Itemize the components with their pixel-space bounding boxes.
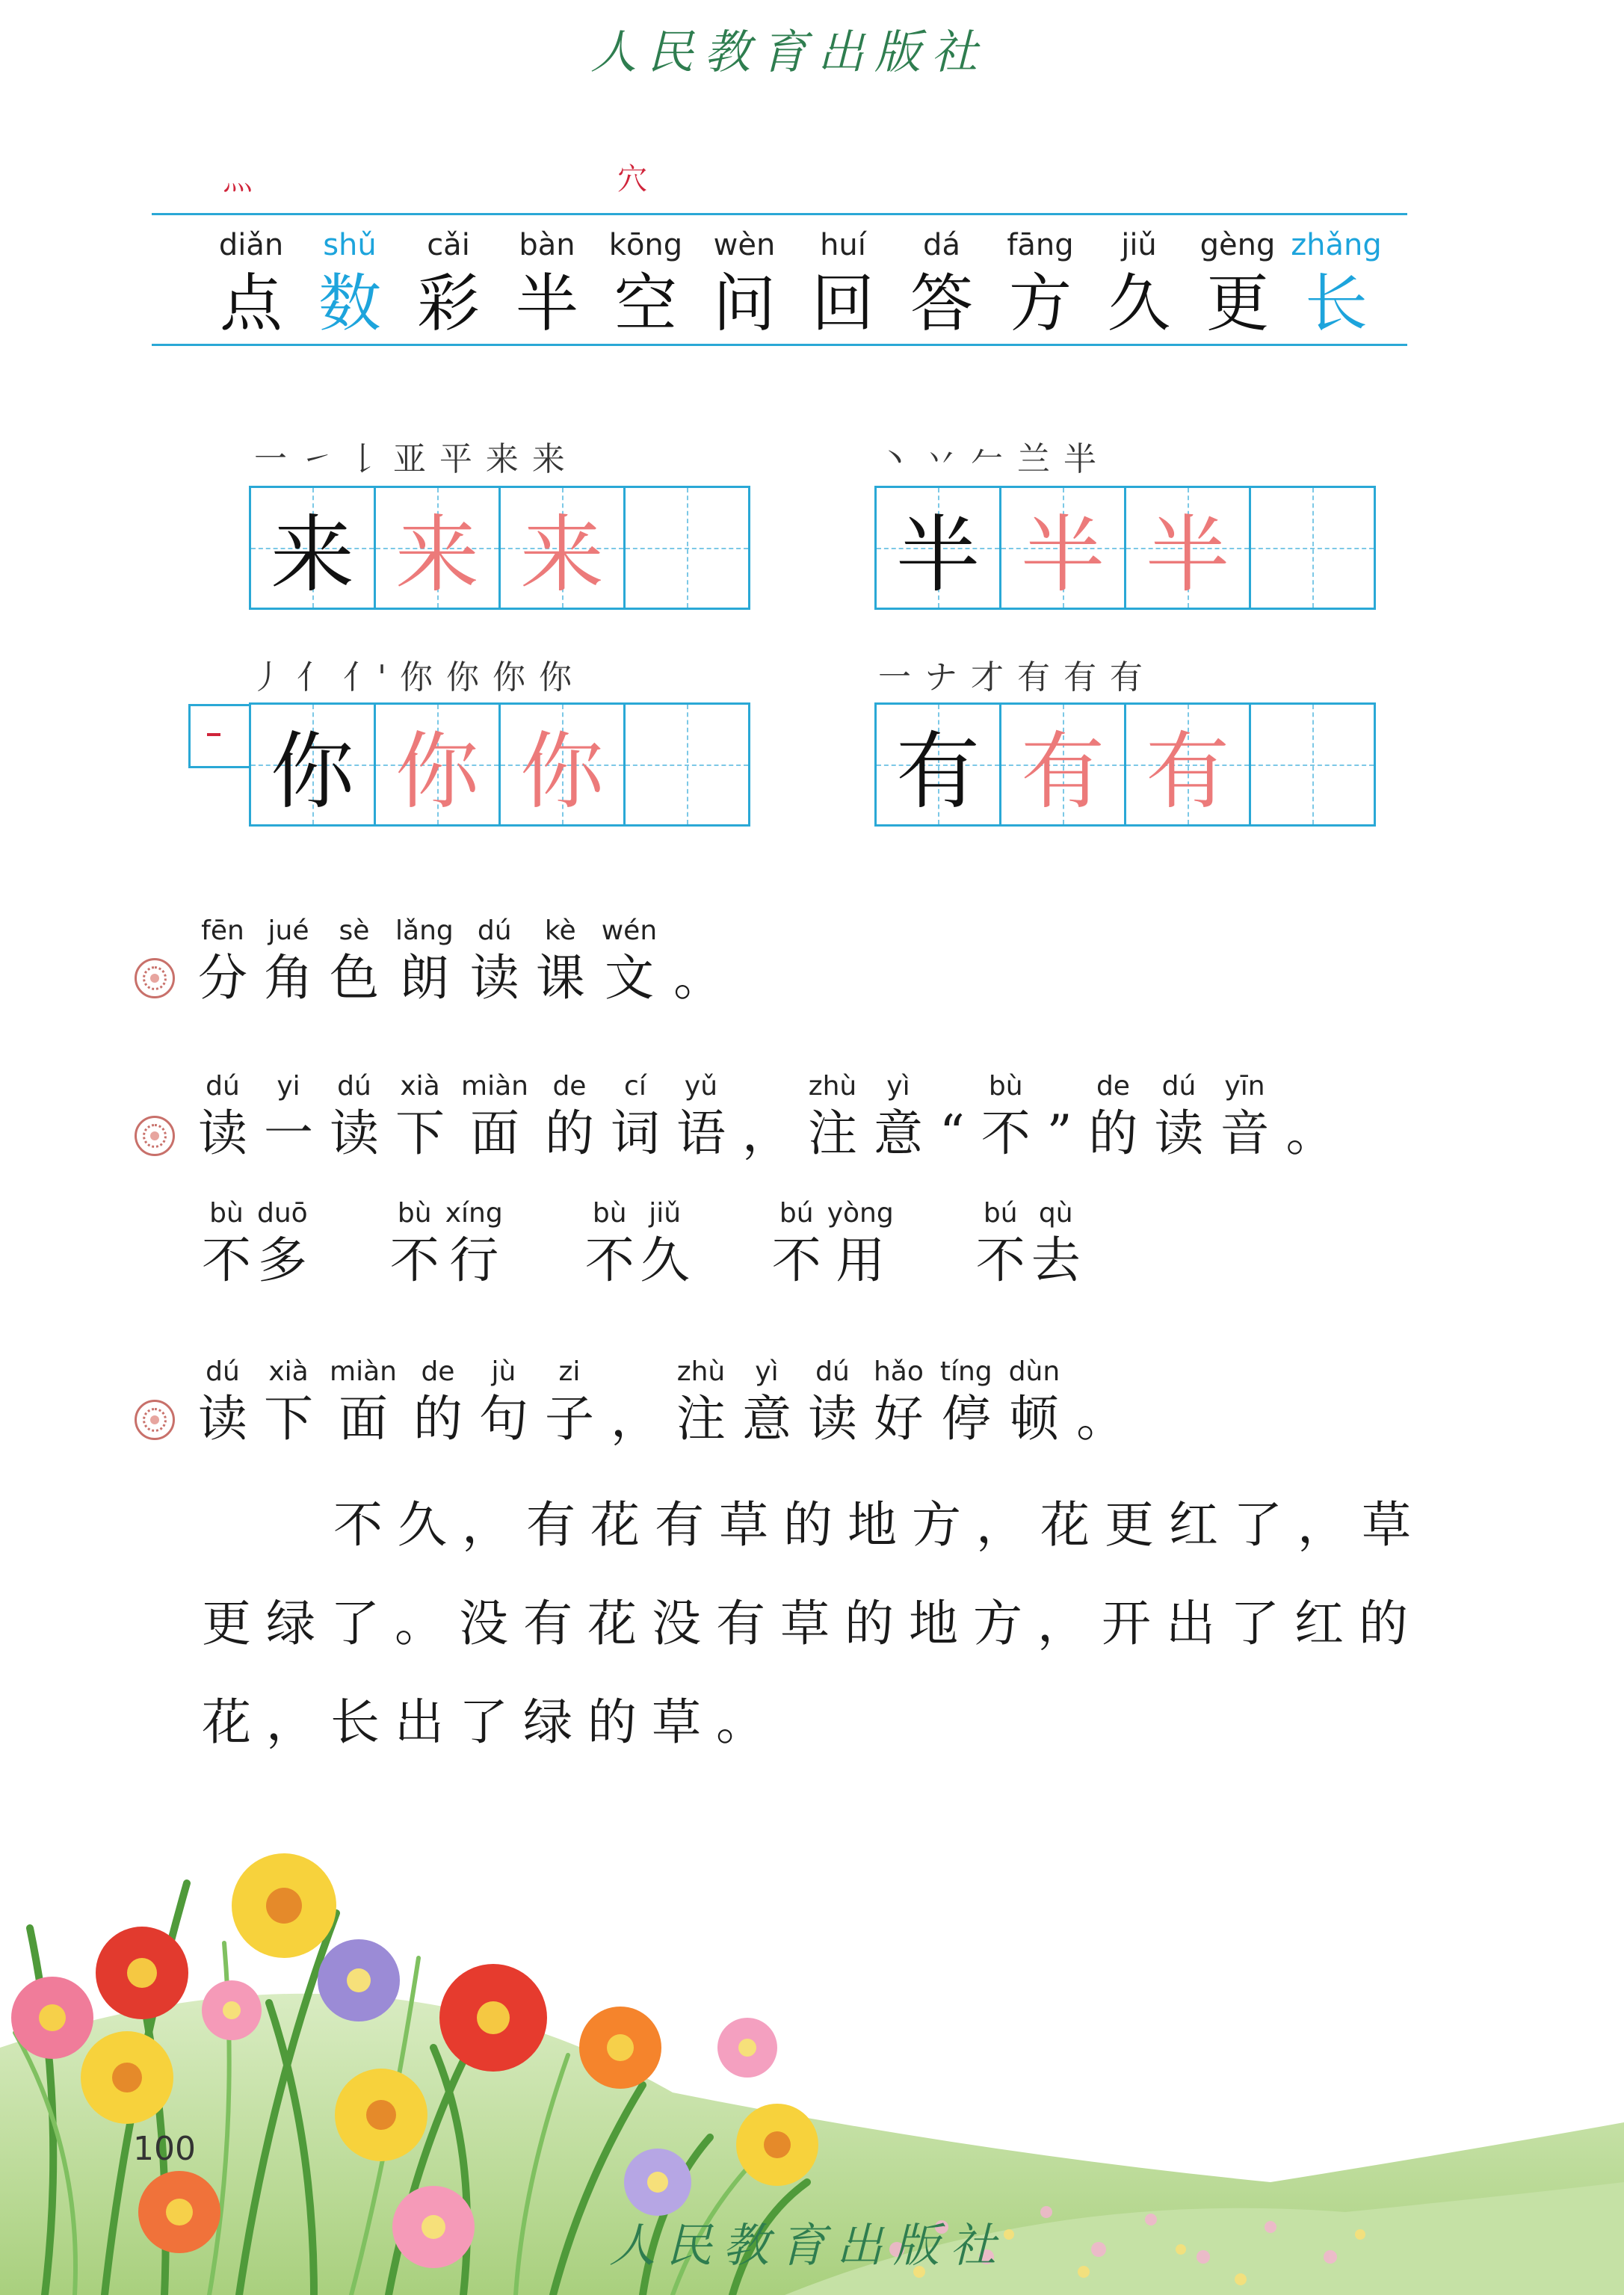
pinyin: fāng [1007, 228, 1074, 262]
stroke-order-you: 一 ナ 才 有 有 有 [878, 658, 1144, 696]
exercise-bullet-icon [135, 1400, 175, 1440]
empty-practice-cell[interactable] [1251, 705, 1374, 824]
ruby-char: miàn 面 [461, 1071, 528, 1162]
hanzi: 半 [515, 267, 578, 340]
ruby-char: tíng 停 [939, 1356, 992, 1448]
flower [96, 1927, 188, 2019]
trace-char-cell: 半 [1126, 488, 1251, 608]
ruby-char: xià 下 [395, 1071, 445, 1162]
flower [202, 1980, 262, 2040]
pinyin: zhǎng [1291, 228, 1382, 262]
publisher-logo-bottom: 人民教育出版社 [609, 2218, 1007, 2273]
model-char-cell: 半 [877, 488, 1001, 608]
flower [11, 1977, 93, 2059]
ruby-char: dú 读 [198, 1356, 247, 1448]
ruby-char: dú 读 [330, 1071, 379, 1162]
vocab-row [202, 224, 1386, 341]
ruby-char: yi 一 [264, 1071, 313, 1162]
ruby-char: miàn 面 [330, 1356, 397, 1448]
flower [232, 1853, 336, 1958]
vocab-item [892, 224, 991, 341]
radical-hint: 灬 [223, 162, 253, 197]
reading-passage: 不久，有花有草的地方，花更红了，草更绿了。没有花没有草的地方，开出了红的花，长出了绿的草。 [202, 1496, 1426, 1751]
ruby-char: bù 不 [202, 1198, 251, 1289]
trace-char-cell: 来 [376, 488, 501, 608]
pinyin: gèng [1200, 228, 1276, 262]
vocab-bottom-rule [152, 344, 1407, 346]
ruby-char: bù 不 [389, 1198, 439, 1289]
ruby-char: ” [1046, 1105, 1072, 1162]
hanzi: 方 [1008, 267, 1072, 340]
pinyin: huí [820, 228, 866, 262]
flower [579, 2007, 661, 2089]
ruby-char: ， [741, 1105, 791, 1162]
writing-grid-ban [874, 486, 1376, 610]
page-number: 100 [133, 2130, 196, 2168]
pinyin: bàn [519, 228, 575, 262]
ruby-char: duō 多 [257, 1198, 308, 1289]
flower [392, 2186, 475, 2268]
hanzi: 回 [811, 267, 874, 340]
ruby-char: dùn 顿 [1008, 1356, 1060, 1448]
hanzi: 问 [712, 267, 776, 340]
ruby-char: wén 文 [601, 915, 658, 1007]
pinyin: kōng [608, 228, 683, 262]
ruby-char: jiǔ 久 [640, 1198, 690, 1289]
bu-word-list [202, 1196, 1081, 1290]
hanzi: 久 [1107, 267, 1170, 340]
pinyin: wèn [713, 228, 776, 262]
ruby-char: lǎng 朗 [395, 915, 454, 1007]
model-char-cell: 来 [251, 488, 376, 608]
pinyin: diǎn [218, 228, 284, 262]
vocab-top-rule [152, 213, 1407, 215]
pinyin: shǔ [323, 228, 377, 262]
hanzi: 空 [614, 267, 677, 340]
vocab-item [1287, 224, 1386, 341]
ruby-char: sè 色 [330, 915, 379, 1007]
bu-word [772, 1196, 894, 1290]
ruby-char: xià 下 [264, 1356, 313, 1448]
ruby-char: cí 词 [610, 1071, 660, 1162]
model-char-cell: 你 [251, 705, 376, 824]
ruby-char: 。 [1285, 1105, 1336, 1162]
model-char-cell: 有 [877, 705, 1001, 824]
writing-grid-ni [249, 702, 750, 827]
exercise-bullet-icon [135, 1116, 175, 1156]
ruby-char: yǔ 语 [676, 1071, 726, 1162]
flower [138, 2171, 220, 2253]
flower [81, 2031, 173, 2124]
ruby-char: yì 意 [741, 1356, 791, 1448]
ruby-char: de 的 [544, 1071, 594, 1162]
vocab-item [1090, 224, 1188, 341]
ruby-char: de 的 [413, 1356, 463, 1448]
vocab-item [991, 224, 1090, 341]
bu-word [390, 1196, 503, 1290]
vocab-item [498, 224, 596, 341]
ruby-char: kè 课 [535, 915, 585, 1007]
vocab-item [300, 224, 399, 341]
ruby-char: dú 读 [1154, 1071, 1204, 1162]
ruby-char: yòng 用 [827, 1198, 894, 1289]
radical-hint: 穴 [617, 162, 647, 197]
trace-char-cell: 有 [1001, 705, 1126, 824]
writing-grid-you [874, 702, 1376, 827]
ruby-char: zhù 注 [807, 1071, 857, 1162]
ruby-char: dú 读 [198, 1071, 247, 1162]
empty-practice-cell[interactable] [1251, 488, 1374, 608]
stroke-order-lai: 一 ㇀ 𠄌 亚 平 来 来 [254, 440, 566, 478]
trace-char-cell: 半 [1001, 488, 1126, 608]
vocab-item [399, 224, 498, 341]
trace-char-cell: 有 [1126, 705, 1251, 824]
bu-word [202, 1196, 308, 1290]
exercise-3-instruction [198, 1354, 1126, 1448]
vocab-item [1188, 224, 1287, 341]
vocab-item [596, 224, 695, 341]
ruby-char: fēn 分 [198, 915, 247, 1007]
ruby-char: qù 去 [1031, 1198, 1081, 1289]
ruby-char: bù 不 [981, 1071, 1031, 1162]
hanzi: 长 [1304, 267, 1368, 340]
trace-char-cell: 你 [376, 705, 501, 824]
hanzi: 数 [318, 267, 381, 340]
stroke-order-ban: 丶 丷 𠂉 兰 半 [878, 440, 1098, 478]
stroke-hint-box [188, 704, 250, 768]
bu-word [585, 1196, 690, 1290]
trace-char-cell: 你 [501, 705, 626, 824]
hanzi: 彩 [416, 267, 480, 340]
ruby-char: ， [610, 1390, 660, 1448]
stroke-order-ni: 丿 亻 亻' 你 你 你 你 [250, 658, 574, 696]
ruby-char: “ [939, 1105, 965, 1162]
flower [439, 1964, 547, 2072]
ruby-char: xíng 行 [445, 1198, 503, 1289]
ruby-char: jù 句 [478, 1356, 528, 1448]
ruby-char: 。 [673, 949, 723, 1007]
hanzi: 答 [910, 267, 973, 340]
empty-practice-cell[interactable] [626, 705, 748, 824]
pinyin: jiǔ [1121, 228, 1157, 262]
vocab-item [695, 224, 794, 341]
publisher-logo-top: 人民教育出版社 [590, 25, 989, 79]
empty-practice-cell[interactable] [626, 488, 748, 608]
ruby-char: hǎo 好 [873, 1356, 924, 1448]
exercise-1-instruction [198, 913, 723, 1007]
flower [624, 2149, 691, 2216]
pinyin: cǎi [427, 228, 470, 262]
ruby-char: de 的 [1088, 1071, 1138, 1162]
bu-word [976, 1196, 1081, 1290]
flower [318, 1939, 400, 2021]
ruby-char: dú 读 [807, 1356, 857, 1448]
flower [717, 2018, 777, 2078]
hanzi: 点 [219, 267, 282, 340]
trace-char-cell: 来 [501, 488, 626, 608]
vocab-item [202, 224, 300, 341]
vocab-item [794, 224, 892, 341]
ruby-char: 。 [1076, 1390, 1126, 1448]
exercise-2-instruction [198, 1069, 1335, 1163]
flower [335, 2069, 427, 2161]
ruby-char: yì 意 [873, 1071, 923, 1162]
ruby-char: zhù 注 [676, 1356, 726, 1448]
exercise-bullet-icon [135, 958, 175, 998]
hanzi: 更 [1205, 267, 1269, 340]
ruby-char: yīn 音 [1220, 1071, 1270, 1162]
ruby-char: bú 不 [975, 1198, 1025, 1289]
ruby-char: bú 不 [771, 1198, 821, 1289]
flower [736, 2104, 818, 2186]
ruby-char: bù 不 [584, 1198, 635, 1289]
writing-grid-lai [249, 486, 750, 610]
ruby-char: dú 读 [469, 915, 519, 1007]
pinyin: dá [923, 228, 960, 262]
ruby-char: jué 角 [264, 915, 313, 1007]
ruby-char: zi 子 [544, 1356, 594, 1448]
